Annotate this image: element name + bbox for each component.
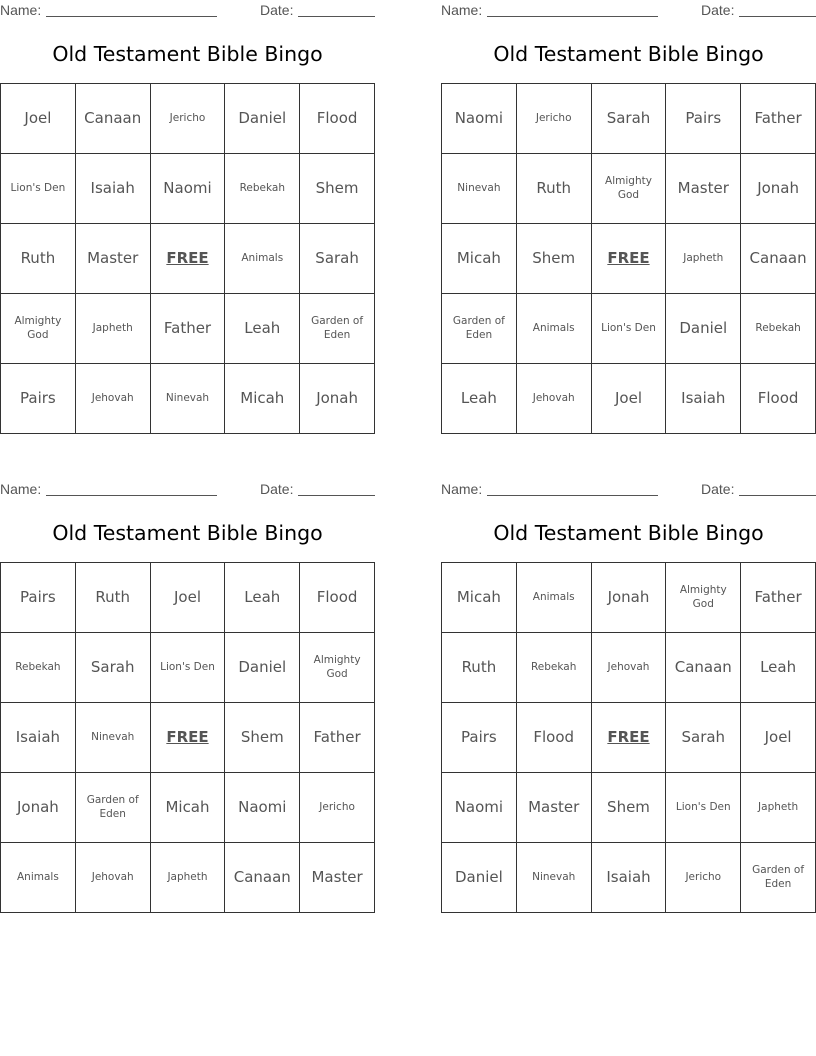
bingo-cell: Father (151, 294, 226, 364)
card-title: Old Testament Bible Bingo (52, 521, 323, 545)
bingo-cell: Jonah (1, 773, 76, 843)
bingo-cell: Pairs (1, 563, 76, 633)
bingo-card (0, 479, 375, 913)
name-label: Name: (441, 481, 483, 497)
bingo-cell: Father (741, 84, 816, 154)
bingo-cell: Rebekah (225, 154, 300, 224)
bingo-cell: Sarah (76, 633, 151, 703)
bingo-cell: Leah (741, 633, 816, 703)
bingo-grid (441, 83, 816, 434)
bingo-cell: Japheth (666, 224, 741, 294)
bingo-cell: Jericho (517, 84, 592, 154)
bingo-cell: Ninevah (151, 364, 226, 434)
bingo-cell: Jehovah (76, 843, 151, 913)
bingo-cell: Joel (592, 364, 667, 434)
bingo-grid (441, 562, 816, 913)
bingo-cell: Flood (300, 563, 375, 633)
bingo-cell: Micah (225, 364, 300, 434)
bingo-cell: Sarah (592, 84, 667, 154)
bingo-cell: Micah (442, 563, 517, 633)
bingo-cell: Shem (517, 224, 592, 294)
name-label: Name: (0, 2, 42, 18)
bingo-cell: Canaan (741, 224, 816, 294)
bingo-cell: Almighty God (592, 154, 667, 224)
date-line (298, 495, 375, 496)
bingo-cell: Rebekah (1, 633, 76, 703)
card-header (0, 479, 375, 499)
bingo-cell: Ruth (517, 154, 592, 224)
bingo-cell: Micah (442, 224, 517, 294)
bingo-card (441, 479, 816, 913)
bingo-cell: Isaiah (666, 364, 741, 434)
bingo-cell: Naomi (442, 773, 517, 843)
bingo-cell: Lion's Den (592, 294, 667, 364)
card-header (441, 479, 816, 499)
name-line (487, 495, 658, 496)
free-cell: FREE (592, 224, 667, 294)
card-header (441, 0, 816, 20)
free-cell: FREE (151, 703, 226, 773)
bingo-cell: Master (300, 843, 375, 913)
bingo-grid (0, 83, 375, 434)
bingo-cell: Jonah (741, 154, 816, 224)
bingo-cell: Master (517, 773, 592, 843)
card-header (0, 0, 375, 20)
name-label: Name: (441, 2, 483, 18)
bingo-cell: Naomi (442, 84, 517, 154)
bingo-cell: Daniel (225, 84, 300, 154)
bingo-cell: Lion's Den (666, 773, 741, 843)
bingo-cell: Almighty God (1, 294, 76, 364)
bingo-cell: Isaiah (1, 703, 76, 773)
bingo-cell: Master (666, 154, 741, 224)
bingo-cell: Master (76, 224, 151, 294)
bingo-cell: Sarah (666, 703, 741, 773)
bingo-card (0, 0, 375, 434)
bingo-cell: Pairs (442, 703, 517, 773)
bingo-cell: Ninevah (76, 703, 151, 773)
date-label: Date: (260, 2, 294, 18)
bingo-cell: Ruth (76, 563, 151, 633)
date-line (739, 16, 816, 17)
name-line (46, 16, 217, 17)
bingo-cell: Jericho (666, 843, 741, 913)
bingo-cell: Garden of Eden (76, 773, 151, 843)
bingo-cell: Animals (225, 224, 300, 294)
free-cell: FREE (151, 224, 226, 294)
bingo-cell: Canaan (666, 633, 741, 703)
bingo-cell: Flood (741, 364, 816, 434)
name-line (46, 495, 217, 496)
bingo-cell: Naomi (225, 773, 300, 843)
bingo-cell: Shem (592, 773, 667, 843)
bingo-cell: Japheth (741, 773, 816, 843)
date-label: Date: (260, 481, 294, 497)
bingo-cell: Ninevah (517, 843, 592, 913)
bingo-cell: Naomi (151, 154, 226, 224)
bingo-cell: Daniel (442, 843, 517, 913)
bingo-cell: Father (300, 703, 375, 773)
bingo-cell: Leah (442, 364, 517, 434)
free-cell: FREE (592, 703, 667, 773)
bingo-cell: Flood (300, 84, 375, 154)
bingo-cell: Isaiah (592, 843, 667, 913)
bingo-cell: Shem (225, 703, 300, 773)
bingo-cell: Leah (225, 563, 300, 633)
bingo-cell: Jehovah (592, 633, 667, 703)
date-label: Date: (701, 481, 735, 497)
bingo-cell: Father (741, 563, 816, 633)
bingo-cell: Ruth (1, 224, 76, 294)
bingo-cell: Japheth (151, 843, 226, 913)
bingo-cell: Rebekah (741, 294, 816, 364)
date-line (298, 16, 375, 17)
bingo-cell: Daniel (225, 633, 300, 703)
bingo-cell: Joel (1, 84, 76, 154)
bingo-cell: Almighty God (300, 633, 375, 703)
bingo-cell: Flood (517, 703, 592, 773)
bingo-cell: Garden of Eden (741, 843, 816, 913)
date-line (739, 495, 816, 496)
bingo-cell: Animals (1, 843, 76, 913)
bingo-cell: Jonah (300, 364, 375, 434)
bingo-cell: Daniel (666, 294, 741, 364)
bingo-cell: Pairs (1, 364, 76, 434)
card-title: Old Testament Bible Bingo (52, 42, 323, 66)
bingo-cell: Isaiah (76, 154, 151, 224)
bingo-cell: Lion's Den (1, 154, 76, 224)
name-label: Name: (0, 481, 42, 497)
bingo-cell: Ruth (442, 633, 517, 703)
bingo-cell: Leah (225, 294, 300, 364)
bingo-cell: Canaan (225, 843, 300, 913)
bingo-cell: Joel (151, 563, 226, 633)
bingo-cell: Jehovah (517, 364, 592, 434)
bingo-cell: Jehovah (76, 364, 151, 434)
bingo-cell: Jericho (151, 84, 226, 154)
bingo-cell: Animals (517, 294, 592, 364)
bingo-cell: Jericho (300, 773, 375, 843)
card-title: Old Testament Bible Bingo (493, 42, 764, 66)
bingo-cell: Garden of Eden (442, 294, 517, 364)
bingo-cell: Shem (300, 154, 375, 224)
bingo-cell: Japheth (76, 294, 151, 364)
bingo-card (441, 0, 816, 434)
bingo-cell: Sarah (300, 224, 375, 294)
bingo-cell: Garden of Eden (300, 294, 375, 364)
bingo-cell: Jonah (592, 563, 667, 633)
bingo-cell: Lion's Den (151, 633, 226, 703)
bingo-cell: Animals (517, 563, 592, 633)
bingo-cell: Joel (741, 703, 816, 773)
bingo-cell: Pairs (666, 84, 741, 154)
bingo-cell: Micah (151, 773, 226, 843)
card-title: Old Testament Bible Bingo (493, 521, 764, 545)
bingo-cell: Rebekah (517, 633, 592, 703)
bingo-cell: Almighty God (666, 563, 741, 633)
bingo-cell: Ninevah (442, 154, 517, 224)
bingo-cell: Canaan (76, 84, 151, 154)
bingo-grid (0, 562, 375, 913)
name-line (487, 16, 658, 17)
date-label: Date: (701, 2, 735, 18)
